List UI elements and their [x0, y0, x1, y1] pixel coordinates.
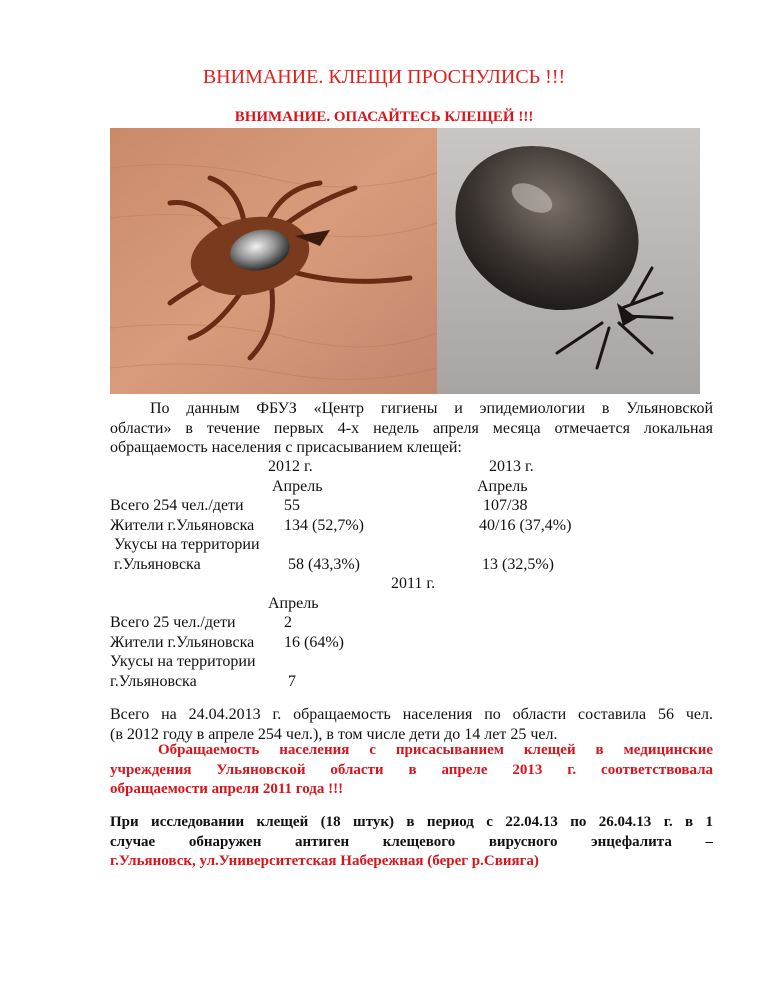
research-line-2: случае обнаружен антиген клещевого вирусного энцефалита – [110, 833, 713, 850]
row2011-bites-label: Укусы на территории [110, 653, 256, 670]
row-residents-label: Жители г.Ульяновска [110, 516, 255, 534]
tick-on-skin-photo [110, 128, 437, 394]
year-2011: 2011 г. [391, 575, 436, 592]
page-title: ВНИМАНИЕ. КЛЕЩИ ПРОСНУЛИСЬ !!! [202, 66, 566, 88]
intro-line-2: области» в течение первых 4-х недель апреля месяца отмечается локальная [110, 419, 713, 437]
row2011-city-value: 7 [288, 672, 296, 690]
intro-line-3: обращаемость населения с присасыванием клещей: [110, 439, 462, 456]
research-line-3: г.Ульяновск, ул.Университетская Набережная (берег р.Свияга) [110, 853, 539, 869]
row-city-label: г.Ульяновска [114, 555, 201, 573]
row-city-2012: 58 (43,3%) [288, 555, 360, 573]
month-2013: Апрель [477, 477, 528, 495]
row-bites-label: Укусы на территории [114, 536, 260, 553]
notice-line-3: обращаемости апреля 2011 года !!! [110, 781, 344, 797]
row2011-residents-value: 16 (64%) [284, 633, 344, 651]
year-2012: 2012 г. [268, 458, 313, 475]
row2011-residents-label: Жители г.Ульяновска [110, 633, 255, 651]
row-total-2013: 107/38 [483, 497, 528, 514]
row-residents-2012: 134 (52,7%) [284, 516, 364, 534]
year-2013: 2013 г. [489, 458, 534, 475]
row-city-2013: 13 (32,5%) [482, 555, 554, 573]
page-subtitle: ВНИМАНИЕ. ОПАСАЙТЕСЬ КЛЕЩЕЙ !!! [234, 109, 534, 125]
row2011-total-value: 2 [284, 614, 292, 631]
row-total-2012: 55 [284, 497, 300, 514]
row2011-total-label: Всего 25 чел./дети [110, 614, 236, 631]
notice-line-1: Обращаемость населения с присасыванием клещей в медицинские [158, 742, 713, 758]
row-residents-2013: 40/16 (37,4%) [479, 516, 572, 534]
research-line-1: При исследовании клещей (18 штук) в период с 22.04.13 по 26.04.13 г. в 1 [110, 814, 713, 830]
month-2012: Апрель [272, 477, 323, 495]
intro-line-1: По данным ФБУЗ «Центр гигиены и эпидемиологии в Ульяновской [150, 400, 713, 417]
notice-line-2: учреждения Ульяновской области в апреле 2013 г. соответствовала [110, 761, 713, 778]
row2011-city-label: г.Ульяновска [110, 672, 197, 690]
summary-line-2: (в 2012 году в апреле 254 чел.), в том числе дети до 14 лет 25 чел. [110, 725, 558, 743]
row-total-label: Всего 254 чел./дети [110, 497, 244, 514]
summary-line-1: Всего на 24.04.2013 г. обращаемость населения по области составила 56 чел. [110, 706, 713, 723]
month-2011: Апрель [268, 594, 319, 612]
engorged-tick-photo [437, 128, 700, 394]
